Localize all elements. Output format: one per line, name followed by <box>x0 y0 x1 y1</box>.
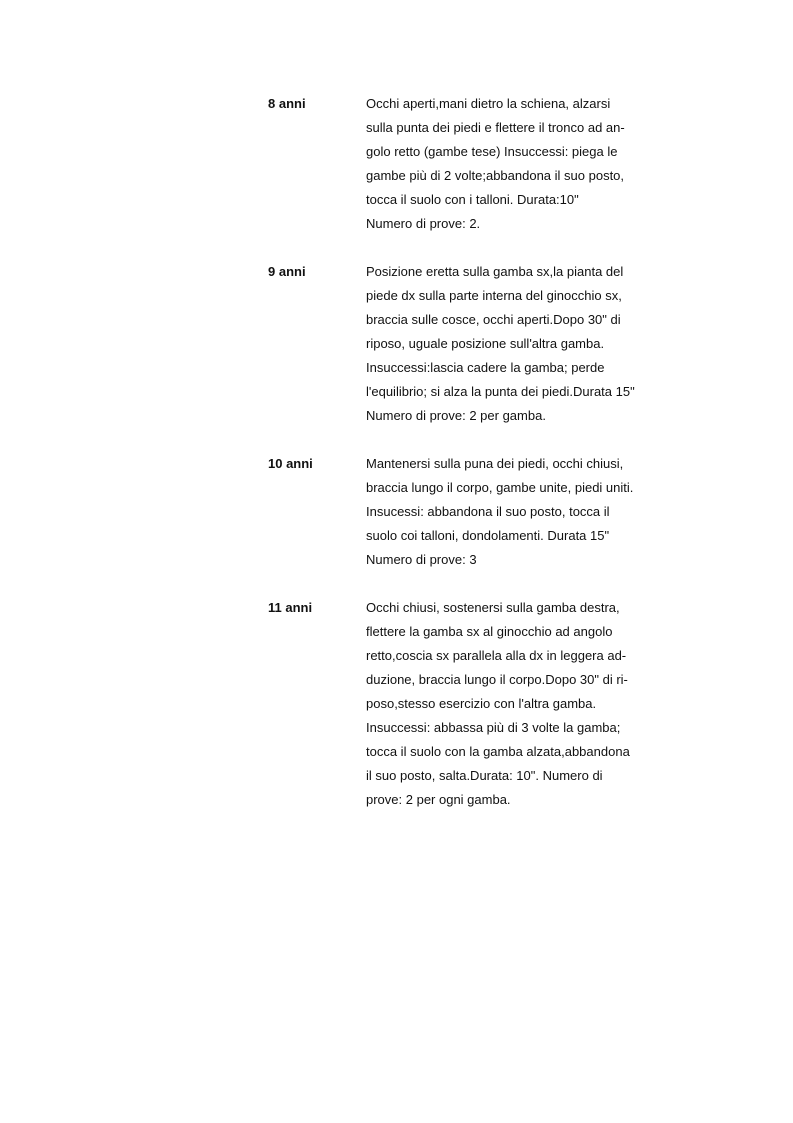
entry-description <box>366 596 656 812</box>
description-line: Numero di prove: 2. <box>366 216 481 231</box>
description-line: Numero di prove: 2 per gamba. <box>366 408 546 423</box>
entry-8-anni <box>268 92 668 236</box>
age-test-list <box>268 92 668 836</box>
description-line: riposo, uguale posizione sull'altra gamba. <box>366 336 605 351</box>
description-line: Insuccessi: abbassa più di 3 volte la gamba; <box>366 720 621 735</box>
description-line: Insuccessi:lascia cadere la gamba; perde <box>366 360 605 375</box>
description-line: Occhi aperti,mani dietro la schiena, alzarsi <box>366 96 611 111</box>
description-line: prove: 2 per ogni gamba. <box>366 792 511 807</box>
entry-11-anni <box>268 596 668 812</box>
description-line: braccia lungo il corpo, gambe unite, piedi uniti. <box>366 480 634 495</box>
description-line: gambe più di 2 volte;abbandona il suo posto, <box>366 168 625 183</box>
description-line: retto,coscia sx parallela alla dx in leggera ad- <box>366 648 627 663</box>
entry-9-anni <box>268 260 668 428</box>
description-line: il suo posto, salta.Durata: 10". Numero di <box>366 768 603 783</box>
description-line: golo retto (gambe tese) Insuccessi: piega le <box>366 144 618 159</box>
entry-age-label: 11 anni <box>268 600 313 615</box>
entry-description <box>366 260 656 428</box>
description-line: Posizione eretta sulla gamba sx,la pianta del <box>366 264 624 279</box>
entry-description <box>366 452 656 572</box>
description-line: Numero di prove: 3 <box>366 552 477 567</box>
description-line: tocca il suolo con la gamba alzata,abbandona <box>366 744 630 759</box>
description-line: Occhi chiusi, sostenersi sulla gamba destra, <box>366 600 620 615</box>
description-line: piede dx sulla parte interna del ginocchio sx, <box>366 288 622 303</box>
description-line: suolo coi talloni, dondolamenti. Durata 15" <box>366 528 610 543</box>
entry-age-label: 10 anni <box>268 456 313 471</box>
entry-age-label: 8 anni <box>268 96 306 111</box>
description-line: poso,stesso esercizio con l'altra gamba. <box>366 696 597 711</box>
description-line: Mantenersi sulla puna dei piedi, occhi chiusi, <box>366 456 624 471</box>
entry-age-label: 9 anni <box>268 264 306 279</box>
entry-description <box>366 92 656 236</box>
description-line: sulla punta dei piedi e flettere il tronco ad an- <box>366 120 625 135</box>
description-line: flettere la gamba sx al ginocchio ad angolo <box>366 624 613 639</box>
entry-10-anni <box>268 452 668 572</box>
description-line: braccia sulle cosce, occhi aperti.Dopo 30" di <box>366 312 621 327</box>
description-line: duzione, braccia lungo il corpo.Dopo 30" di ri- <box>366 672 628 687</box>
description-line: tocca il suolo con i talloni. Durata:10" <box>366 192 579 207</box>
description-line: Insucessi: abbandona il suo posto, tocca il <box>366 504 610 519</box>
description-line: l'equilibrio; si alza la punta dei piedi.Durata 15" <box>366 384 635 399</box>
